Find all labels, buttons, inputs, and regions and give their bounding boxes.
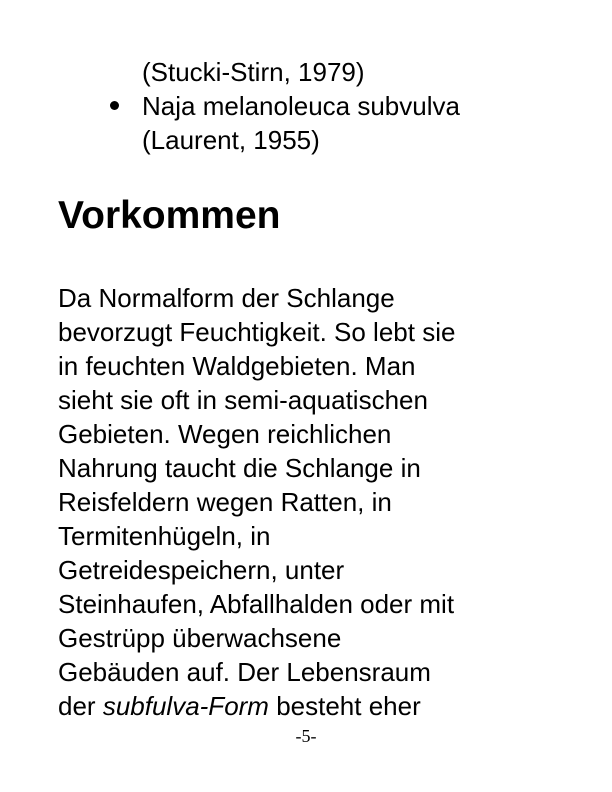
paragraph-line: sieht sie oft in semi-aquatischen [58, 385, 428, 415]
paragraph-line: Gestrüpp überwachsene [58, 623, 342, 653]
page-number: -5- [295, 726, 317, 746]
paragraph-line: Gebäuden auf. Der Lebensraum [58, 657, 431, 687]
paragraph-line-last [58, 689, 578, 723]
paragraph-line: Termitenhügeln, in [58, 521, 271, 551]
paragraph-line: Nahrung taucht die Schlange in [58, 453, 421, 483]
list-item-line: Naja melanoleuca subvulva [142, 91, 460, 121]
list-item [142, 89, 460, 157]
paragraph-line: Reisfeldern wegen Ratten, in [58, 487, 392, 517]
text-after-italic: besteht eher [268, 691, 421, 721]
paragraph-line: Steinhaufen, Abfallhalden oder mit [58, 589, 455, 619]
list-item-line: (Laurent, 1955) [142, 125, 320, 155]
paragraph-line: Getreidespeichern, unter [58, 555, 345, 585]
paragraph-line: Da Normalform der Schlange [58, 283, 395, 313]
paragraph-line: Gebieten. Wegen reichlichen [58, 419, 392, 449]
body-paragraph [58, 281, 578, 723]
italic-term: subfulva-Form [102, 691, 269, 721]
section-heading: Vorkommen [58, 194, 281, 237]
paragraph-line: in feuchten Waldgebieten. Man [58, 351, 416, 381]
paragraph-line: bevorzugt Feuchtigkeit. So lebt sie [58, 317, 456, 347]
list-continuation-text: (Stucki-Stirn, 1979) [142, 57, 365, 87]
bullet-icon [110, 101, 119, 110]
text-before-italic: der [58, 691, 103, 721]
